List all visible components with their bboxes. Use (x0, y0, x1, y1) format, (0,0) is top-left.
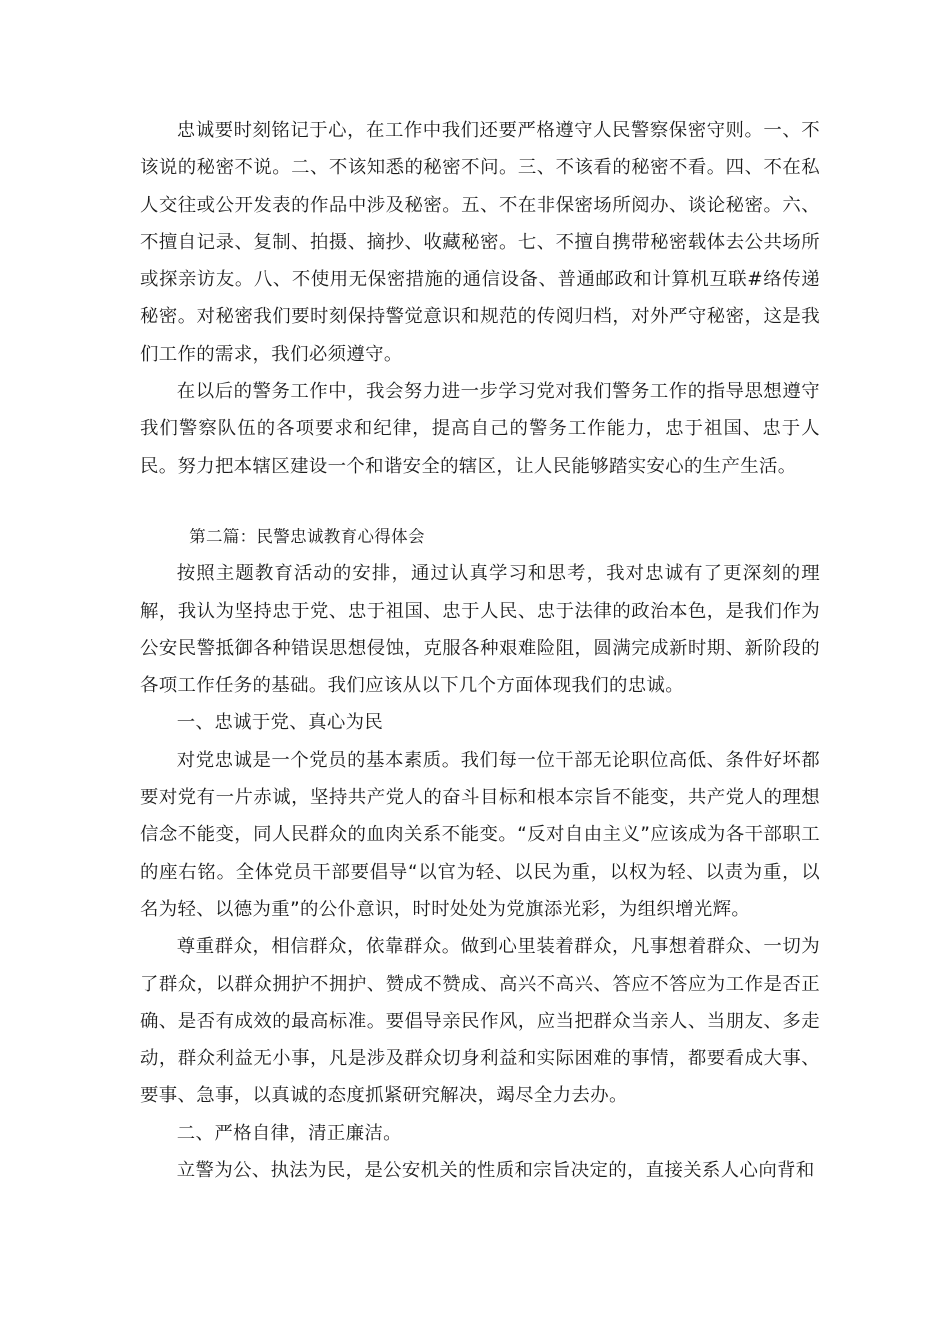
document-body (140, 112, 820, 1189)
paragraph-intro: 按照主题教育活动的安排，通过认真学习和思考，我对忠诚有了更深刻的理解，我认为坚持忠于党、忠于祖国、忠于人民、忠于法律的政治本色，是我们作为公安民警抵御各种错误思想侵蚀，克服各种艰难险阻，圆满完成新时期、新阶段的各项工作任务的基础。我们应该从以下几个方面体现我们的忠诚。 (140, 563, 820, 697)
paragraph-future-work: 在以后的警务工作中，我会努力进一步学习党对我们警务工作的指导思想遵守我们警察队伍的各项要求和纪律，提高自己的警务工作能力，忠于祖国、忠于人民。努力把本辖区建设一个和谐安全的辖区，让人民能够踏实安心的生产生活。 (140, 381, 820, 477)
paragraph-police-for-public: 立警为公、执法为民，是公安机关的性质和宗旨决定的，直接关系人心向背和 (176, 1160, 815, 1182)
paragraph-respect-masses: 尊重群众，相信群众，依靠群众。做到心里装着群众，凡事想着群众、一切为了群众，以群众拥护不拥护、赞成不赞成、高兴不高兴、答应不答应为工作是否正确、是否有成效的最高标准。要倡导亲民作风，应当把群众当亲人、当朋友、多走动，群众利益无小事，凡是涉及群众切身利益和实际困难的事情，都要看成大事、要事、急事，以真诚的态度抓紧研究解决，竭尽全力去办。 (140, 936, 820, 1107)
section-title: 第二篇：民警忠诚教育心得体会 (189, 526, 425, 546)
section-gap (140, 485, 820, 518)
paragraph-party-loyalty: 对党忠诚是一个党员的基本素质。我们每一位干部无论职位高低、条件好坏都要对党有一片赤诚，坚持共产党人的奋斗目标和根本宗旨不能变，共产党人的理想信念不能变，同人民群众的血肉关系不能变。“反对自由主义”应该成为各干部职工的座右铭。全体党员干部要倡导“以官为轻、以民为重，以权为轻、以责为重，以名为轻、以德为重”的公仆意识，时时处处为党旗添光彩，为组织增光辉。 (140, 749, 820, 920)
paragraph-confidentiality-rules: 忠诚要时刻铭记于心，在工作中我们还要严格遵守人民警察保密守则。一、不该说的秘密不说。二、不该知悉的秘密不问。三、不该看的秘密不看。四、不在私人交往或公开发表的作品中涉及秘密。五、不在非保密场所阅办、谈论秘密。六、不擅自记录、复制、拍摄、摘抄、收藏秘密。七、不擅自携带秘密载体去公共场所或探亲访友。八、不使用无保密措施的通信设备、普通邮政和计算机互联#络传递秘密。对秘密我们要时刻保持警觉意识和规范的传阅归档，对外严守秘密，这是我们工作的需求，我们必须遵守。 (140, 120, 820, 365)
heading-loyal-to-party: 一、忠诚于党、真心为民 (176, 712, 384, 734)
heading-self-discipline: 二、严格自律，清正廉洁。 (176, 1122, 402, 1144)
